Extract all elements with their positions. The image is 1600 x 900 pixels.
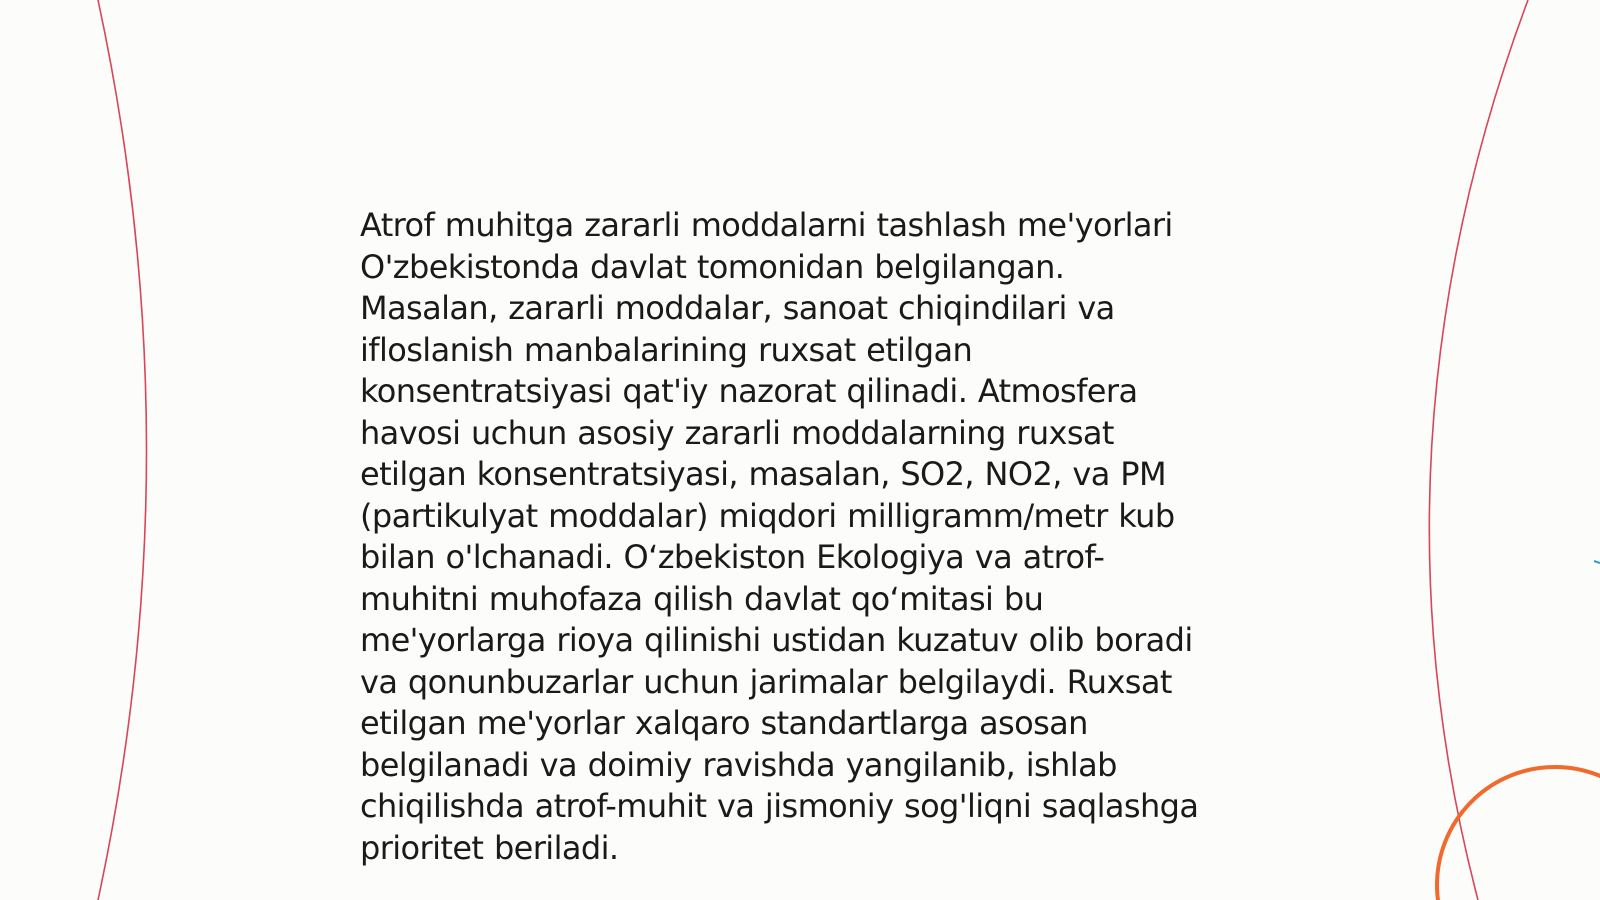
text-line: chiqilishda atrof-muhit va jismoniy sog'liqni saqlashga (360, 787, 1199, 825)
text-line: (partikulyat moddalar) miqdori milligramm/metr kub (360, 496, 1175, 535)
text-line: etilgan konsentratsiyasi, masalan, SO2, NO2, va PM (360, 455, 1167, 493)
text-line: konsentratsiyasi qat'iy nazorat qilinadi. Atmosfera (360, 372, 1138, 410)
text-line: havosi uchun asosiy zararli moddalarning ruxsat (360, 413, 1114, 452)
text-line: Masalan, zararli moddalar, sanoat chiqindilari va (360, 289, 1115, 327)
text-line: O'zbekistonda davlat tomonidan belgilangan. (360, 247, 1065, 286)
text-line: muhitni muhofaza qilish davlat qo‘mitasi bu (360, 579, 1044, 618)
text-line: me'yorlarga rioya qilinishi ustidan kuzatuv olib boradi (360, 621, 1193, 659)
text-line: prioritet beriladi. (360, 828, 619, 867)
right-arc (1429, 0, 1528, 900)
text-line: Atrof muhitga zararli moddalarni tashlash me'yorlari (360, 206, 1173, 244)
text-line: va qonunbuzarlar uchun jarimalar belgilaydi. Ruxsat (360, 662, 1172, 701)
text-line: bilan o'lchanadi. O‘zbekiston Ekologiya va atrof- (360, 538, 1105, 576)
text-line: belgilanadi va doimiy ravishda yangilanib, ishlab (360, 745, 1117, 784)
left-arc (98, 0, 147, 900)
text-line: ifloslanish manbalarining ruxsat etilgan (360, 330, 973, 369)
blue-accent (1594, 561, 1600, 563)
text-line: etilgan me'yorlar xalqaro standartlarga asosan (360, 704, 1088, 742)
body-paragraph (360, 205, 1260, 869)
